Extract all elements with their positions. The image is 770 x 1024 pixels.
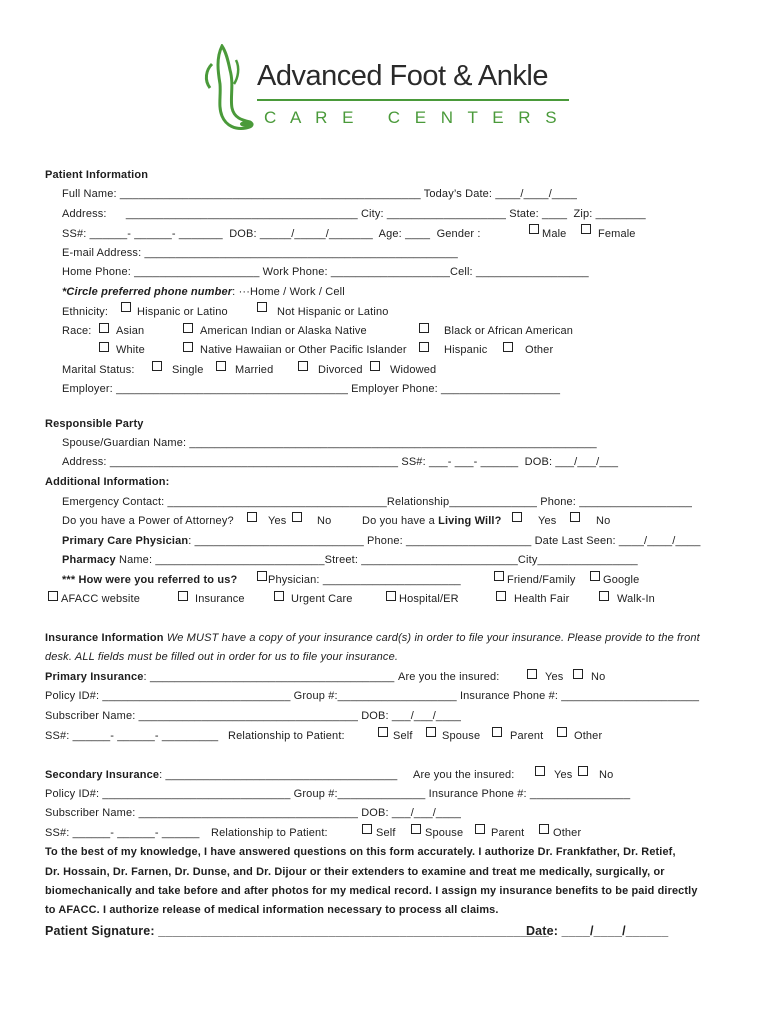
white-checkbox[interactable] (99, 342, 109, 352)
secondary-insured-yes-checkbox[interactable] (535, 766, 545, 776)
native-hawaiian-label: Native Hawaiian or Other Pacific Islander (200, 344, 407, 356)
female-checkbox[interactable] (581, 224, 591, 234)
not-hispanic-label: Not Hispanic or Latino (277, 306, 389, 318)
female-label: Female (598, 228, 636, 240)
consent-line-4: to AFACC. I authorize release of medical information necessary to process all claims. (45, 904, 499, 916)
afacc-website-checkbox[interactable] (48, 591, 58, 601)
white-label: White (116, 344, 145, 356)
divorced-label: Divorced (318, 364, 363, 376)
afacc-website-label: AFACC website (61, 593, 140, 605)
secondary-parent-label: Parent (491, 827, 525, 839)
divorced-checkbox[interactable] (298, 361, 308, 371)
american-indian-label: American Indian or Alaska Native (200, 325, 367, 337)
secondary-spouse-label: Spouse (425, 827, 464, 839)
primary-parent-checkbox[interactable] (492, 727, 502, 737)
single-checkbox[interactable] (152, 361, 162, 371)
poa-no-checkbox[interactable] (292, 512, 302, 522)
primary-policy-field[interactable]: Policy ID#: ______________________________ Group #:___________________ Insurance Phone #: ______________________ (45, 690, 700, 702)
male-label: Male (542, 228, 567, 240)
asian-label: Asian (116, 325, 145, 337)
secondary-ss-field[interactable]: SS#: ______- ______- ______ (45, 827, 200, 839)
married-checkbox[interactable] (216, 361, 226, 371)
primary-parent-label: Parent (510, 730, 544, 742)
foot-ankle-logo-icon (200, 44, 260, 134)
patient-info-heading: Patient Information (45, 169, 149, 181)
race-label: Race: (62, 325, 92, 337)
living-will-no-checkbox[interactable] (570, 512, 580, 522)
google-label: Google (603, 574, 640, 586)
secondary-other-checkbox[interactable] (539, 824, 549, 834)
walk-in-checkbox[interactable] (599, 591, 609, 601)
secondary-spouse-checkbox[interactable] (411, 824, 421, 834)
poa-yes-label: Yes (268, 515, 287, 527)
brand-divider (257, 99, 569, 101)
urgent-care-label: Urgent Care (291, 593, 353, 605)
primary-self-label: Self (393, 730, 413, 742)
secondary-insurance-blank[interactable]: : _____________________________________ (159, 769, 398, 781)
widowed-label: Widowed (390, 364, 437, 376)
secondary-self-label: Self (376, 827, 396, 839)
signature-date-field[interactable]: Date: ____/____/______ (526, 924, 669, 938)
insurance-info-line (45, 631, 700, 645)
living-will-yes-label: Yes (538, 515, 557, 527)
ethnicity-label: Ethnicity: (62, 306, 109, 318)
widowed-checkbox[interactable] (370, 361, 380, 371)
hispanic-race-label: Hispanic (444, 344, 488, 356)
insurance-note-continued: desk. ALL fields must be filled out in order for us to file your insurance. (45, 651, 399, 663)
power-of-attorney-question: Do you have a Power of Attorney? (62, 515, 234, 527)
insurance-referral-label: Insurance (195, 593, 245, 605)
patient-signature-field[interactable]: Patient Signature: _______________________________________________________ (45, 924, 549, 938)
pharmacy-field[interactable] (62, 553, 638, 567)
poa-no-label: No (317, 515, 332, 527)
walk-in-label: Walk-In (617, 593, 655, 605)
brand-subtitle: C A R E C E N T E R S (264, 108, 562, 127)
primary-insured-question: Are you the insured: (398, 671, 500, 683)
secondary-insurance-field[interactable] (45, 768, 397, 782)
responsible-address-field[interactable]: Address: ______________________________________________ SS#: ___- ___- ______ DOB: ___/___/___ (62, 456, 619, 468)
address-field[interactable]: Address: _____________________________________ City: ___________________ State: ____ Zip: ________ (62, 208, 646, 220)
married-label: Married (235, 364, 274, 376)
secondary-self-checkbox[interactable] (362, 824, 372, 834)
secondary-policy-field[interactable]: Policy ID#: ______________________________ Group #:______________ Insurance Phone #: ________________ (45, 788, 631, 800)
marital-status-label: Marital Status: (62, 364, 135, 376)
primary-insured-no-checkbox[interactable] (573, 669, 583, 679)
health-fair-label: Health Fair (514, 593, 570, 605)
poa-yes-checkbox[interactable] (247, 512, 257, 522)
hospital-er-label: Hospital/ER (399, 593, 459, 605)
secondary-insured-question: Are you the insured: (413, 769, 515, 781)
brand-name: Advanced Foot & Ankle (257, 60, 548, 92)
preferred-phone-options[interactable]: : ···Home / Work / Cell (232, 286, 345, 298)
primary-spouse-checkbox[interactable] (426, 727, 436, 737)
primary-insurance-blank[interactable]: : _______________________________________ (143, 671, 395, 683)
primary-spouse-label: Spouse (442, 730, 481, 742)
secondary-insured-yes-label: Yes (554, 769, 573, 781)
living-will-yes-checkbox[interactable] (512, 512, 522, 522)
primary-subscriber-field[interactable]: Subscriber Name: ___________________________________ DOB: ___/___/____ (45, 710, 462, 722)
additional-info-heading: Additional Information: (45, 476, 170, 488)
spouse-guardian-field[interactable]: Spouse/Guardian Name: _________________________________________________________________ (62, 437, 597, 449)
other-race-label: Other (525, 344, 554, 356)
preferred-phone-line (62, 285, 345, 299)
primary-ss-field[interactable]: SS#: ______- ______- _________ (45, 730, 219, 742)
referral-question: *** How were you referred to us? (62, 574, 238, 586)
hispanic-checkbox[interactable] (121, 302, 131, 312)
email-field[interactable]: E-mail Address: __________________________________________________ (62, 247, 458, 259)
friend-family-checkbox[interactable] (494, 571, 504, 581)
primary-insured-yes-label: Yes (545, 671, 564, 683)
black-checkbox[interactable] (419, 323, 429, 333)
secondary-other-label: Other (553, 827, 582, 839)
consent-line-1: To the best of my knowledge, I have answered questions on this form accurately. I authorize Dr. Frankfather, Dr. Retief, (45, 846, 676, 858)
physician-referral-checkbox[interactable] (257, 571, 267, 581)
pharmacy-label: Pharmacy (62, 554, 116, 566)
american-indian-checkbox[interactable] (183, 323, 193, 333)
consent-line-2: Dr. Hossain, Dr. Farnen, Dr. Dunse, and Dr. Dijour or their extenders to examine and treat me medically, surgically, or (45, 866, 665, 878)
consent-line-3: biomechanically and take before and after photos for my medical record. I assign my insurance benefits to be paid directly (45, 885, 698, 897)
ss-dob-field[interactable]: SS#: ______- ______- _______ DOB: _____/_____/_______ Age: ____ Gender : (62, 228, 481, 240)
living-will-label: Living Will? (438, 515, 502, 527)
pcp-label: Primary Care Physician (62, 535, 189, 547)
primary-care-physician-field[interactable] (62, 534, 701, 548)
preferred-phone-label: *Circle preferred phone number (62, 286, 233, 298)
insurance-note: We MUST have a copy of your insurance card(s) in order to file your insurance. Please provide to the front (163, 632, 700, 644)
other-race-checkbox[interactable] (503, 342, 513, 352)
insurance-referral-checkbox[interactable] (178, 591, 188, 601)
primary-insurance-field[interactable] (45, 670, 394, 684)
employer-field[interactable]: Employer: _____________________________________ Employer Phone: ___________________ (62, 383, 561, 395)
primary-relationship-label: Relationship to Patient: (228, 730, 345, 742)
emergency-contact-field[interactable]: Emergency Contact: ___________________________________Relationship______________ Phone: __________________ (62, 496, 693, 508)
secondary-insurance-label: Secondary Insurance (45, 769, 160, 781)
hispanic-label: Hispanic or Latino (137, 306, 228, 318)
not-hispanic-checkbox[interactable] (257, 302, 267, 312)
black-label: Black or African American (444, 325, 574, 337)
native-hawaiian-checkbox[interactable] (183, 342, 193, 352)
primary-self-checkbox[interactable] (378, 727, 388, 737)
insurance-info-heading: Insurance Information (45, 632, 164, 644)
phones-field[interactable]: Home Phone: ____________________ Work Phone: ___________________Cell: __________________ (62, 266, 589, 278)
primary-insured-yes-checkbox[interactable] (527, 669, 537, 679)
pharmacy-blanks[interactable]: Name: ___________________________Street: _________________________City________________ (115, 554, 638, 566)
responsible-party-heading: Responsible Party (45, 418, 144, 430)
primary-insurance-label: Primary Insurance (45, 671, 144, 683)
secondary-relationship-label: Relationship to Patient: (211, 827, 328, 839)
google-checkbox[interactable] (590, 571, 600, 581)
health-fair-checkbox[interactable] (496, 591, 506, 601)
urgent-care-checkbox[interactable] (274, 591, 284, 601)
living-will-no-label: No (596, 515, 611, 527)
secondary-parent-checkbox[interactable] (475, 824, 485, 834)
secondary-insured-no-checkbox[interactable] (578, 766, 588, 776)
living-will-question (362, 514, 502, 528)
secondary-insured-no-label: No (599, 769, 614, 781)
male-checkbox[interactable] (529, 224, 539, 234)
primary-other-label: Other (574, 730, 603, 742)
hispanic-race-checkbox[interactable] (419, 342, 429, 352)
living-will-prefix: Do you have a (362, 515, 439, 527)
asian-checkbox[interactable] (99, 323, 109, 333)
friend-family-label: Friend/Family (507, 574, 576, 586)
single-label: Single (172, 364, 204, 376)
hospital-er-checkbox[interactable] (386, 591, 396, 601)
physician-referral-field[interactable]: Physician: ______________________ (268, 574, 461, 586)
full-name-field[interactable]: Full Name: ________________________________________________ Today’s Date: ____/____/____ (62, 188, 577, 200)
primary-other-checkbox[interactable] (557, 727, 567, 737)
secondary-subscriber-field[interactable]: Subscriber Name: ___________________________________ DOB: ___/___/____ (45, 807, 462, 819)
primary-insured-no-label: No (591, 671, 606, 683)
pcp-blanks[interactable]: : ___________________________ Phone: ____________________ Date Last Seen: ____/____/____ (188, 535, 701, 547)
